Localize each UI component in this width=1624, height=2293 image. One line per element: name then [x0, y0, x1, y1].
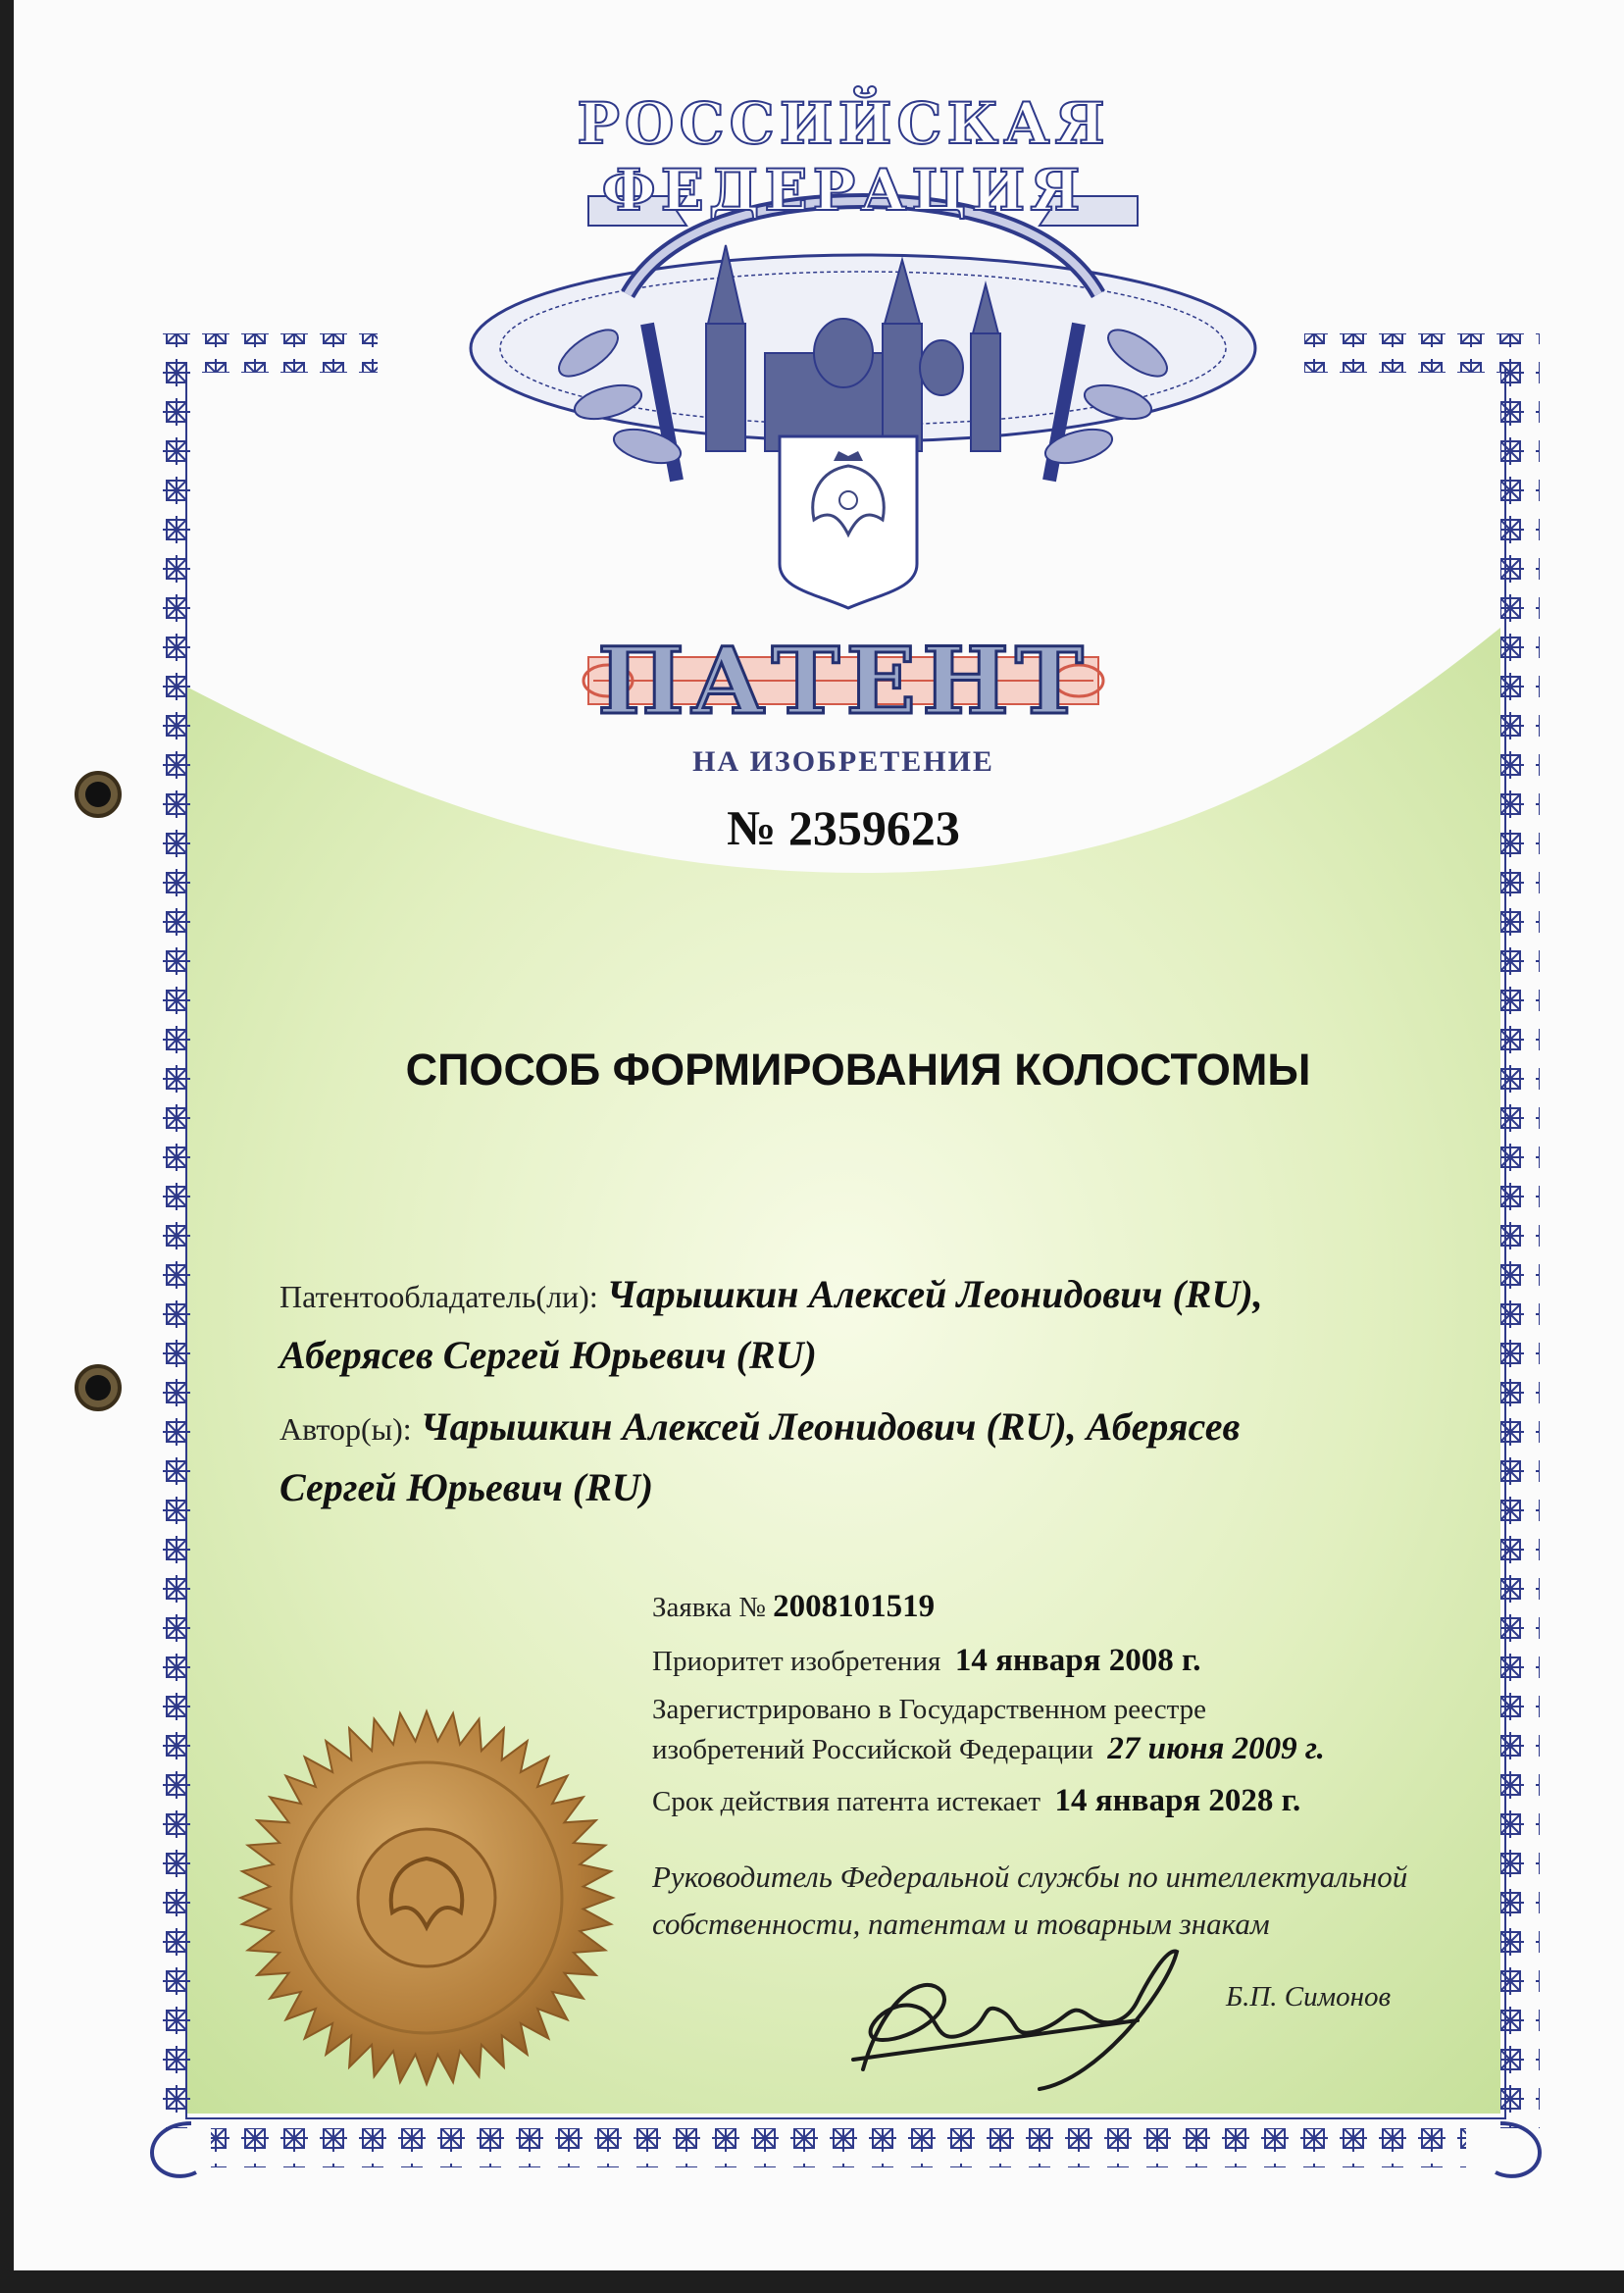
authors-block	[279, 1398, 1505, 1518]
holders-line1: Чарышкин Алексей Леонидович (RU),	[606, 1272, 1263, 1316]
application-number: 2008101519	[773, 1589, 936, 1624]
application-label: Заявка №	[652, 1592, 766, 1623]
holders-label: Патентообладатель(ли):	[279, 1279, 598, 1314]
head-of-service	[652, 1854, 1407, 1948]
registered-line2: изобретений Российской Федерации	[652, 1734, 1093, 1765]
priority-date: 14 января 2008 г.	[954, 1643, 1201, 1678]
signer-name: Б.П. Симонов	[1226, 1981, 1392, 2013]
coat-of-arms-icon	[780, 436, 917, 608]
registered-line1: Зарегистрировано в Государственном реестре	[652, 1694, 1206, 1725]
binder-hole-icon	[76, 1366, 120, 1409]
binder-hole-icon	[76, 773, 120, 816]
invention-title: СПОСОБ ФОРМИРОВАНИЯ КОЛОСТОМЫ	[405, 1045, 1311, 1095]
expiry-date: 14 января 2028 г.	[1054, 1783, 1301, 1818]
head-line2: собственности, патентам и товарным знакам	[652, 1907, 1270, 1941]
priority-line	[652, 1643, 1200, 1679]
authors-line1: Чарышкин Алексей Леонидович (RU), Аберясев	[420, 1404, 1241, 1449]
head-line1: Руководитель Федеральной службы по интеллектуальной	[652, 1860, 1408, 1894]
patent-number: № 2359623	[727, 800, 960, 855]
document-kind: НА ИЗОБРЕТЕНИЕ	[692, 745, 994, 778]
country-heading: РОССИЙСКАЯ ФЕДЕРАЦИЯ	[577, 90, 1110, 224]
holders-line2: Аберясев Сергей Юрьевич (RU)	[279, 1333, 817, 1377]
authors-label: Автор(ы):	[279, 1411, 412, 1447]
application-line	[652, 1589, 935, 1625]
expiry-line	[652, 1783, 1300, 1819]
registered-line2-block	[652, 1731, 1325, 1767]
registered-date: 27 июня 2009 г.	[1107, 1731, 1325, 1766]
document-type: ПАТЕНТ	[597, 628, 1090, 736]
holders-block	[279, 1265, 1505, 1386]
expiry-label: Срок действия патента истекает	[652, 1786, 1041, 1817]
authors-line2: Сергей Юрьевич (RU)	[279, 1465, 654, 1509]
priority-label: Приоритет изобретения	[652, 1646, 941, 1677]
